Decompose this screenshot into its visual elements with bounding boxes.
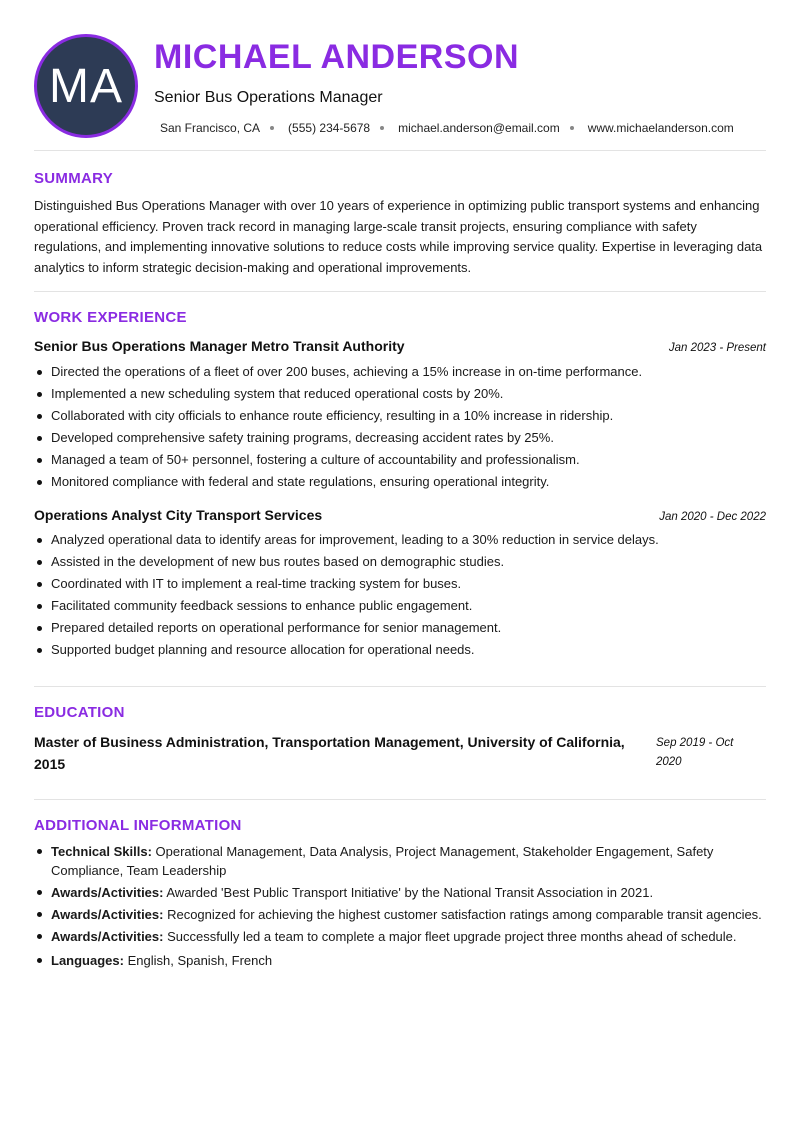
list-item: Collaborated with city officials to enhance route efficiency, resulting in a 10% increase in ridership. [34,405,764,427]
list-item [34,883,764,902]
list-item: Monitored compliance with federal and state regulations, ensuring operational integrity. [34,471,764,493]
education-date: Sep 2019 - Oct 2020 [656,737,734,768]
list-item: Implemented a new scheduling system that reduced operational costs by 20%. [34,383,764,405]
list-item: Directed the operations of a fleet of over 200 buses, achieving a 15% increase in on-time performance. [34,361,764,383]
item-label: Awards/Activities: [51,907,164,922]
summary-heading: SUMMARY [34,170,114,187]
experience-heading: WORK EXPERIENCE [34,309,187,326]
separator-dot [570,126,574,130]
avatar-initials: MA [49,59,123,113]
candidate-name: MICHAEL ANDERSON [154,38,520,76]
list-item: Facilitated community feedback sessions to enhance public engagement. [34,595,764,617]
list-item: Supported budget planning and resource allocation for operational needs. [34,639,764,661]
job-date: Jan 2020 - Dec 2022 [659,511,766,523]
summary-text: Distinguished Bus Operations Manager with over 10 years of experience in optimizing public transport systems and enhancing operational efficiency. Proven track record in managing large-scale transit projects, ensuring compliance with safety regulations, and implementing innovative solutions to reduce costs while improving service quality. Expertise in leveraging data analytics to inform strategic decision-making and operational improvements. [34,198,763,275]
item-label: Languages: [51,953,124,968]
item-text: Recognized for achieving the highest customer satisfaction ratings among comparable transit agencies. [163,907,762,922]
additional-list [34,842,764,973]
item-text: Awarded 'Best Public Transport Initiative' by the National Transit Association in 2021. [163,885,654,900]
section-divider [34,150,766,151]
contact-location: San Francisco, CA [160,121,261,135]
contact-email[interactable]: michael.anderson@email.com [398,121,560,135]
item-text: Successfully led a team to complete a major fleet upgrade project three months ahead of schedule. [163,929,737,944]
list-item: Analyzed operational data to identify areas for improvement, leading to a 30% reduction in service delays. [34,529,764,551]
list-item: Assisted in the development of new bus routes based on demographic studies. [34,551,764,573]
job-bullets [34,529,764,661]
contact-website[interactable]: www.michaelanderson.com [587,121,734,135]
education-heading: EDUCATION [34,704,125,721]
list-item [34,927,764,946]
list-item [34,842,764,880]
section-divider [34,799,766,800]
candidate-title: Senior Bus Operations Manager [154,89,383,106]
job-bullets [34,361,764,493]
list-item: Coordinated with IT to implement a real-time tracking system for buses. [34,573,764,595]
education-degree: Master of Business Administration, Transportation Management, University of California, 2015 [34,734,625,772]
contact-bar [160,121,734,135]
job-role: Operations Analyst City Transport Services [34,507,323,523]
avatar [34,34,138,138]
list-item: Prepared detailed reports on operational performance for senior management. [34,617,764,639]
item-text: Operational Management, Data Analysis, Project Management, Stakeholder Engagement, Safety Compliance, Team Leadership [51,844,714,878]
section-divider [34,291,766,292]
additional-heading: ADDITIONAL INFORMATION [34,817,242,834]
item-text: English, Spanish, French [123,953,273,968]
separator-dot [270,126,274,130]
list-item: Developed comprehensive safety training programs, decreasing accident rates by 25%. [34,427,764,449]
job-header [34,338,766,354]
contact-phone: (555) 234-5678 [288,121,371,135]
section-divider [34,686,766,687]
separator-dot [380,126,384,130]
list-item: Managed a team of 50+ personnel, fostering a culture of accountability and professionalism. [34,449,764,471]
job-header [34,507,766,523]
item-label: Awards/Activities: [51,929,164,944]
item-label: Awards/Activities: [51,885,164,900]
item-label: Technical Skills: [51,844,152,859]
job-role: Senior Bus Operations Manager Metro Transit Authority [34,338,405,354]
list-item [34,905,764,924]
job-date: Jan 2023 - Present [668,342,766,354]
list-item [34,951,764,970]
